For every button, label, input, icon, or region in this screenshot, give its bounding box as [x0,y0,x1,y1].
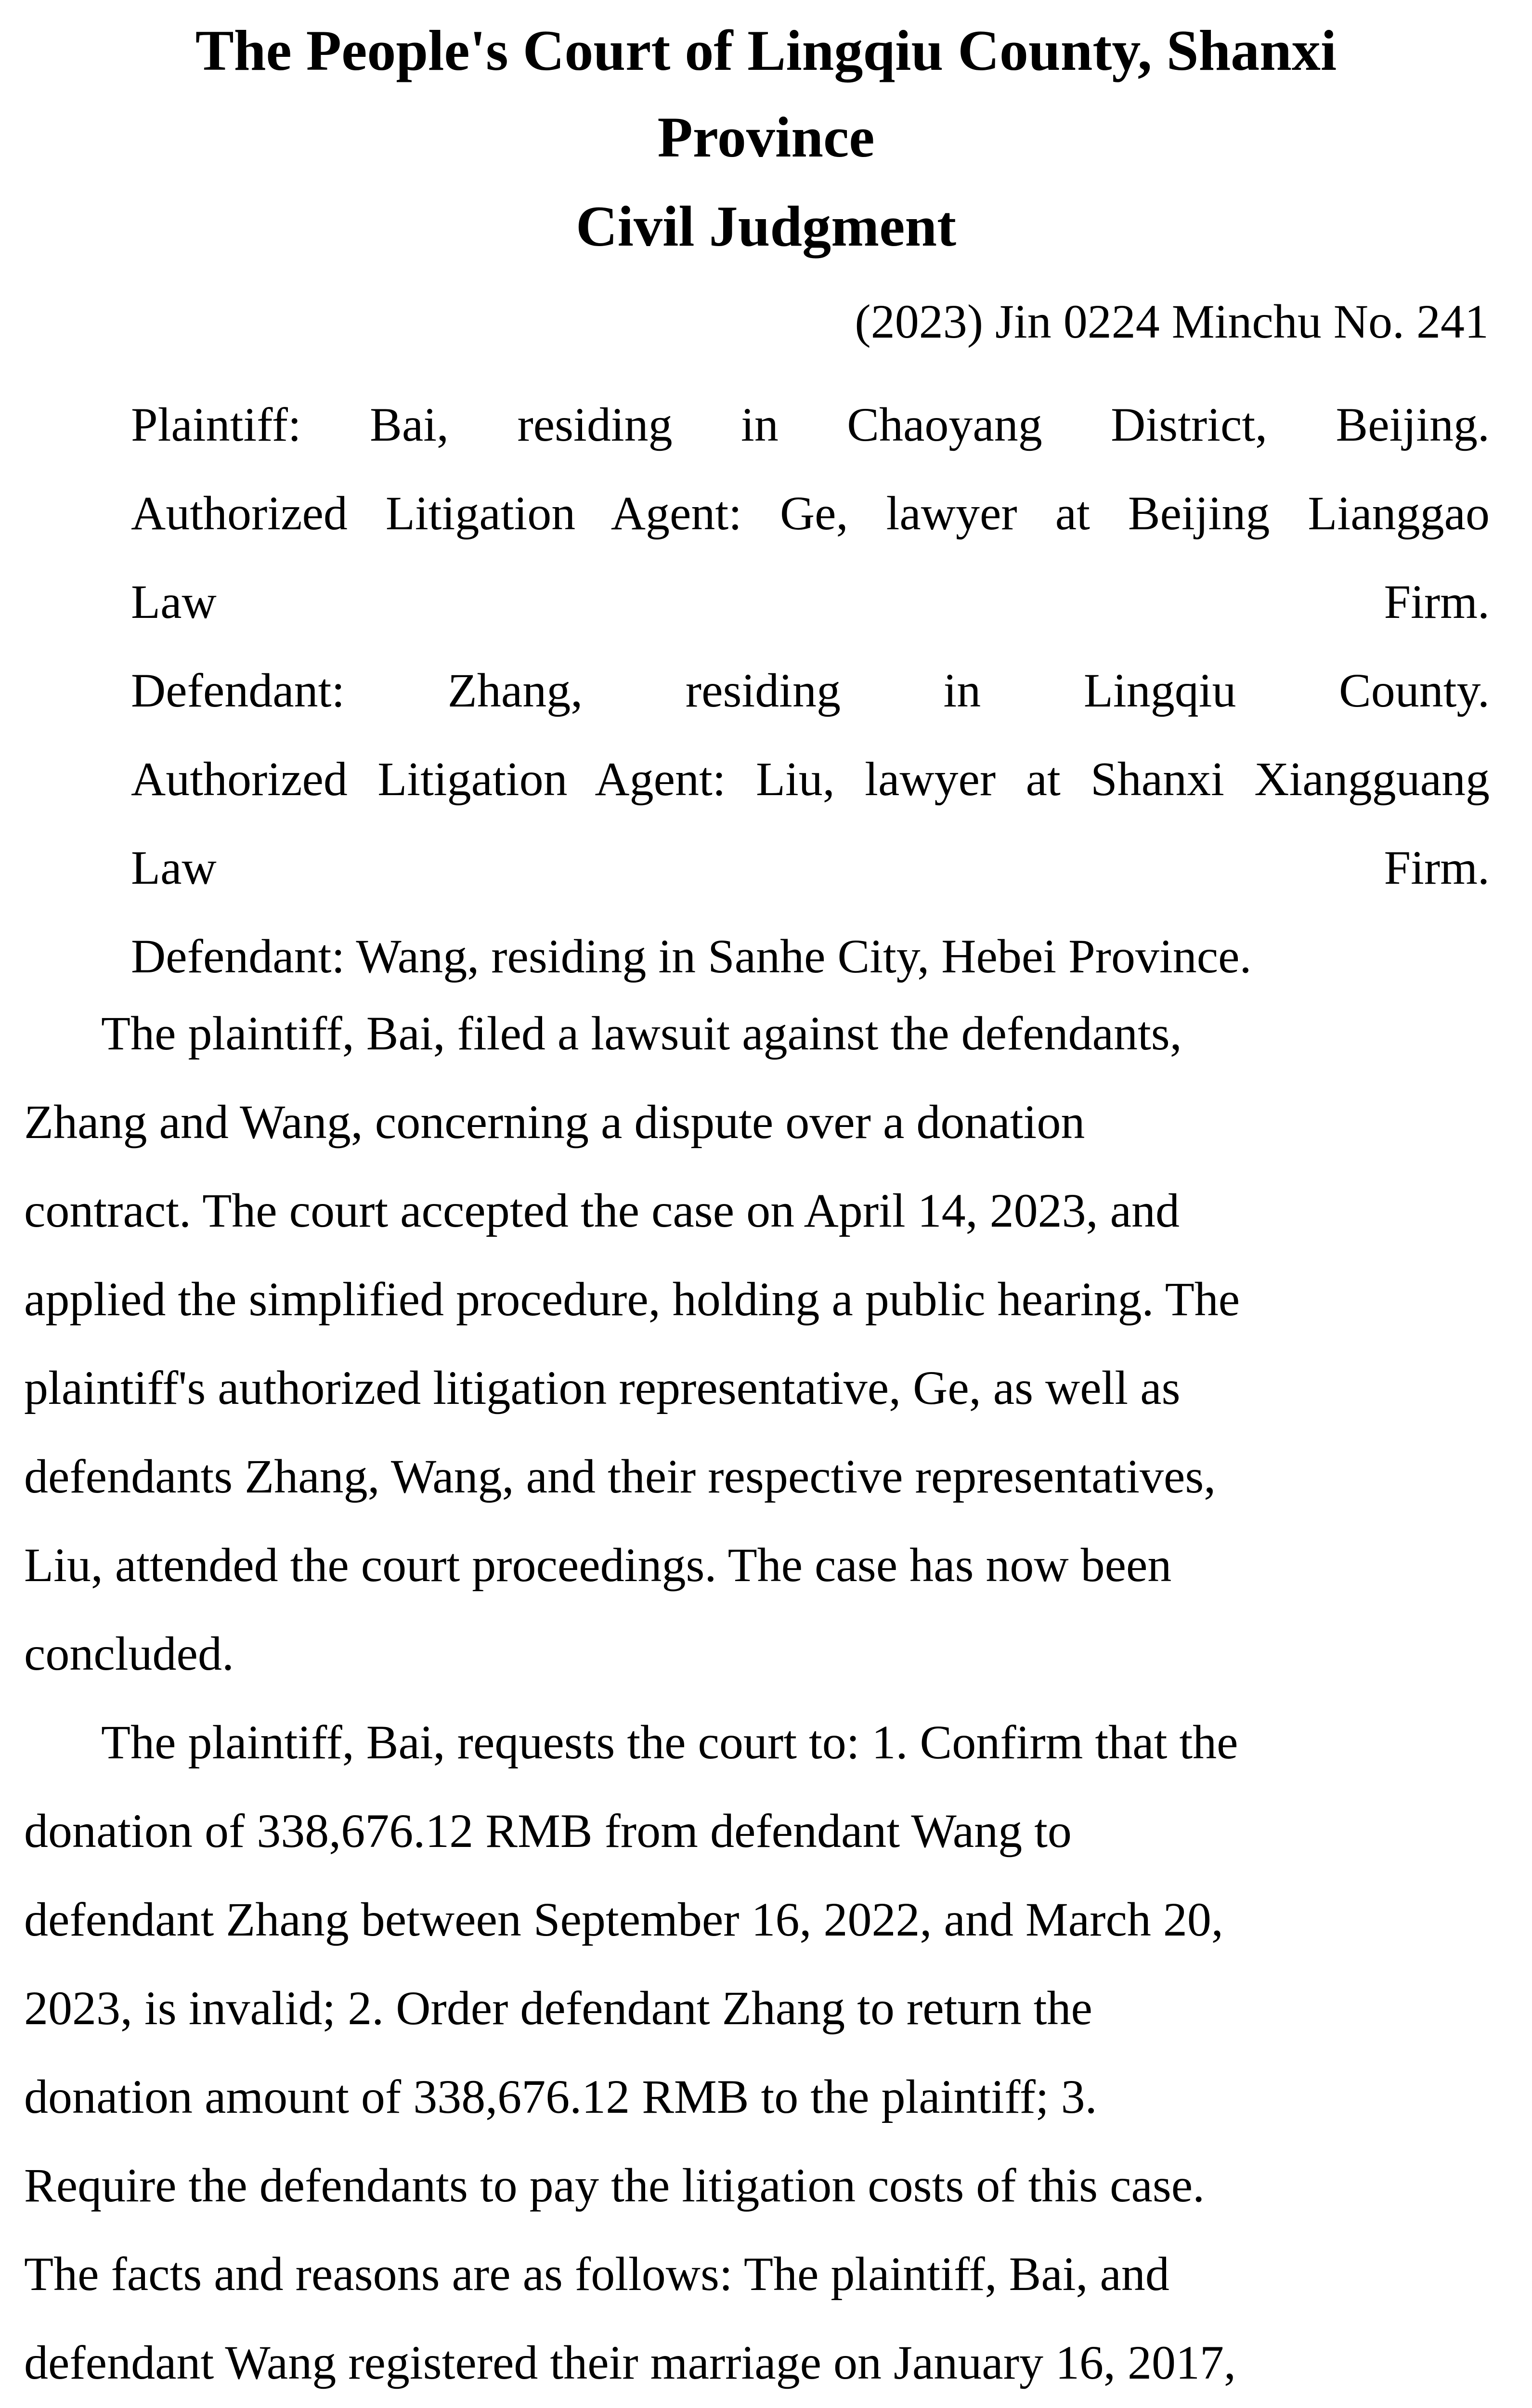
paragraph-line: donation amount of 338,676.12 RMB to the plaintiff; 3. [24,2070,1097,2123]
paragraph-line: 2023, is invalid; 2. Order defendant Zhang to return the [24,1981,1092,2035]
paragraph-line: Liu, attended the court proceedings. The case has now been [24,1538,1172,1592]
paragraph-line: Zhang and Wang, concerning a dispute over a donation [24,1095,1085,1149]
paragraph-line: plaintiff's authorized litigation representative, Ge, as well as [24,1361,1181,1414]
paragraph-line: Require the defendants to pay the litigation costs of this case. [24,2159,1205,2212]
plaintiff-agent-firm-line: Law Firm. [131,575,1490,628]
court-name-line1: The People's Court of Lingqiu County, Shanxi [195,18,1337,82]
plaintiff-agent-line: Authorized Litigation Agent: Ge, lawyer at Beijing Lianggao [131,486,1490,540]
plaintiff-requests-paragraph [24,1698,1468,2407]
paragraph-line: applied the simplified procedure, holding a public hearing. The [24,1272,1240,1326]
paragraph-line: The plaintiff, Bai, filed a lawsuit against the defendants, [101,1007,1182,1060]
document-type-title: Civil Judgment [575,194,957,258]
defendant-zhang-line: Defendant: Zhang, residing in Lingqiu County. [131,664,1490,717]
defendant-agent-firm-line: Law Firm. [131,841,1490,894]
paragraph-line: The facts and reasons are as follows: The plaintiff, Bai, and [24,2247,1169,2301]
plaintiff-line: Plaintiff: Bai, residing in Chaoyang District, Beijing. [131,398,1490,451]
case-background-paragraph [24,989,1468,1698]
case-number: (2023) Jin 0224 Minchu No. 241 [855,295,1489,348]
paragraph-line: donation of 338,676.12 RMB from defendant Wang to [24,1804,1072,1858]
paragraph-line: concluded. [24,1627,234,1680]
court-name-line2: Province [657,105,875,169]
party-information [131,380,1490,1001]
paragraph-line: defendants Zhang, Wang, and their respective representatives, [24,1450,1216,1503]
defendant-wang-line: Defendant: Wang, residing in Sanhe City, Hebei Province. [131,929,1252,983]
paragraph-line: defendant Wang registered their marriage on January 16, 2017, [24,2336,1236,2389]
defendant-agent-line: Authorized Litigation Agent: Liu, lawyer at Shanxi Xiangguang [131,752,1490,806]
paragraph-line: The plaintiff, Bai, requests the court to: 1. Confirm that the [101,1715,1238,1769]
paragraph-line: contract. The court accepted the case on April 14, 2023, and [24,1184,1180,1237]
paragraph-line: defendant Zhang between September 16, 2022, and March 20, [24,1893,1223,1946]
